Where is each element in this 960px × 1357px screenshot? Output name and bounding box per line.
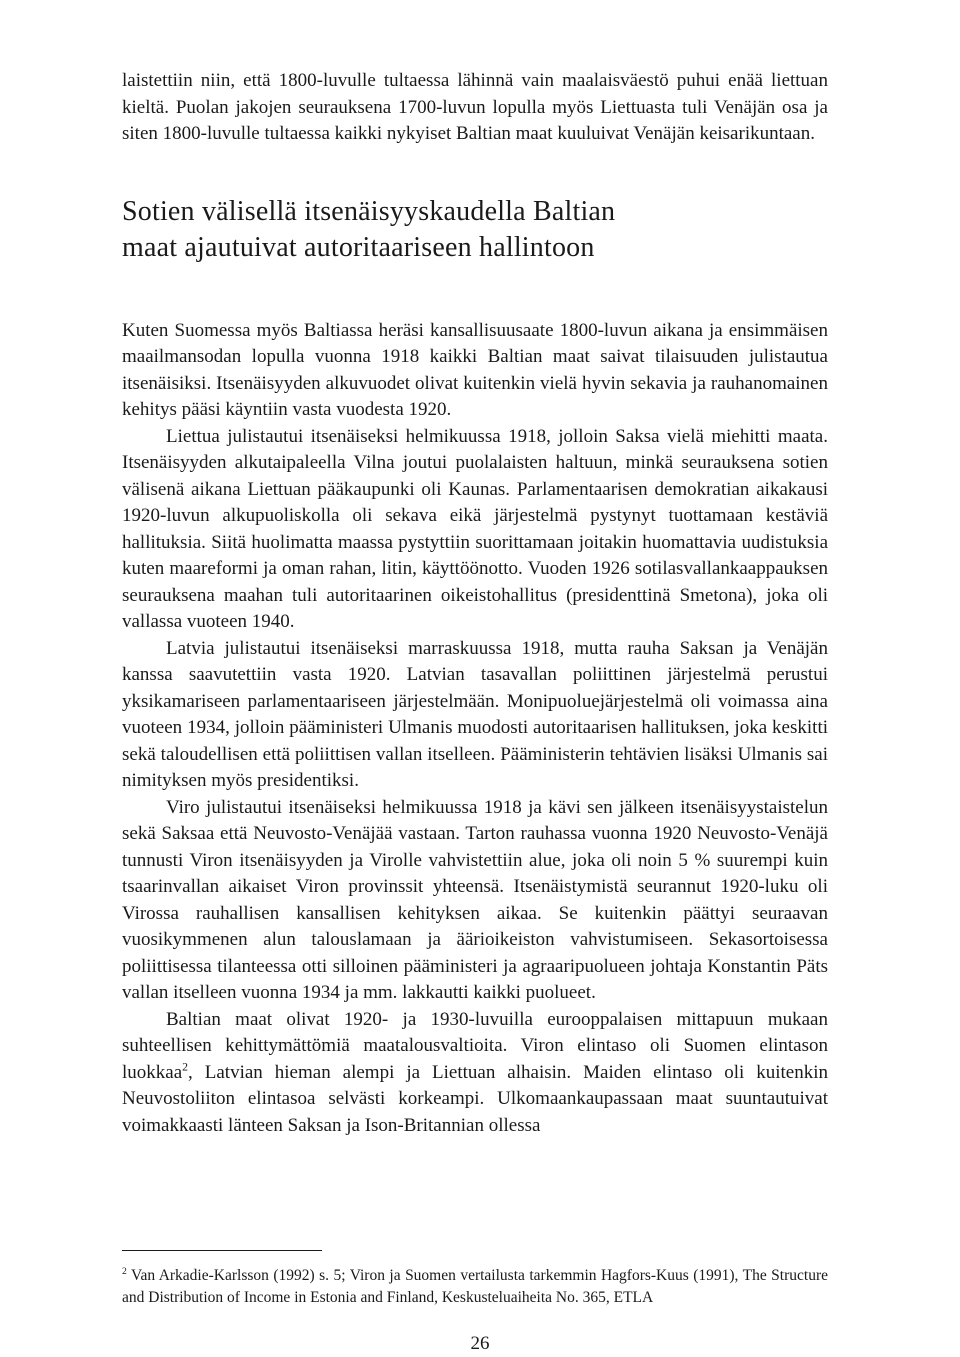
intro-paragraph: laistettiin niin, että 1800-luvulle tultaessa lähinnä vain maalaisväestö puhui enää liettuan kieltä. Puolan jakojen seurauksena 1700-luvun lopulla myös Liettuasta tuli Venäjän osa ja siten 1800-luvulle tultaessa kaikki nykyiset Baltian maat kuuluivat Venäjän keisarikuntaan. (122, 70, 828, 144)
paragraph-1: Kuten Suomessa myös Baltiassa heräsi kansallisuusaate 1800-luvun aikana ja ensimmäisen maailmansodan lopulla vuonna 1918 kaikki Baltian maat saivat tilaisuuden julistautua itsenäisiksi. Itsenäisyyden alkuvuodet olivat kuitenkin vielä hyvin sekavia ja rauhanomainen kehitys pääsi käyntiin vasta vuodesta 1920. (122, 319, 828, 420)
page-number: 26 (470, 1333, 490, 1354)
section-body (122, 318, 828, 1140)
paragraph-2: Liettua julistautui itsenäiseksi helmikuussa 1918, jolloin Saksa vielä miehitti maata. Itsenäisyyden alkutaipaleella Vilna joutui puolalaisten haltuun, minkä seurauksena sotien välisenä aikana Liettuan pääkaupunki oli Kaunas. Parlamentaarisen demokratian aikakausi 1920-luvun alkupuoliskolla oli sekava eikä järjestelmä pystynyt tuottamaan kestäviä hallituksia. Siitä huolimatta maassa pystyttiin suorittamaan joitakin huomattavia uudistuksia kuten maareformi ja oman rahan, litin, käyttöönotto. Vuoden 1926 sotilasvallankaappauksen seurauksena maahan tuli autoritaarinen oikeistohallitus (presidenttinä Smetona), joka oli vallassa vuoteen 1940. (122, 425, 828, 632)
paragraph-3: Latvia julistautui itsenäiseksi marraskuussa 1918, mutta rauha Saksan ja Venäjän kanssa saavutettiin vasta 1920. Latvian tasavallan poliittinen järjestelmä perustui yksikamariseen parlamentaariseen järjestelmään. Monipuoluejärjestelmä oli voimassa aina vuoteen 1934, jolloin pääministeri Ulmanis muodosti autoritaarisen hallituksen, joka keskitti sekä taloudellisen että poliittisen vallan itselleen. Pääministerin tehtävien lisäksi Ulmanis sai nimityksen myös presidentiksi. (122, 637, 828, 791)
paragraph-4: Viro julistautui itsenäiseksi helmikuussa 1918 ja kävi sen jälkeen itsenäisyystaistelun sekä Saksaa että Neuvosto-Venäjää vastaan. Tarton rauhassa vuonna 1920 Neuvosto-Venäjä tunnusti Viron itsenäisyyden ja Virolle vahvistettiin alue, joka oli noin 5 % suurempi kuin tsaarinvallan aikaiset Viron provinssit yhteensä. Itsenäistymistä seurannut 1920-luku oli Virossa rauhallisen kansallisen kehityksen aikaa. Se kuitenkin päättyi seuraavan vuosikymmenen alun talouslamaan ja äärioikeiston vahvistumiseen. Sekasortoisessa poliittisessa tilanteessa otti silloinen pääministeri ja agraaripuolueen johtaja Konstantin Päts vallan itselleen vuonna 1934 ja mm. lakkautti kaikki puolueet. (122, 796, 828, 1003)
section-heading (122, 194, 828, 266)
section-heading-line-2: maat ajautuivat autoritaariseen hallintoon (122, 231, 595, 263)
footnote-number: 2 (122, 1265, 127, 1277)
paragraph-5-text-before: Baltian maat olivat 1920- ja 1930-luvuilla eurooppalaisen mittapuun mukaan suhteellisen kehittymättömiä maatalousvaltioita. Viron elintaso oli Suomen elintason luokkaa (122, 1008, 828, 1083)
section-heading-line-1: Sotien välisellä itsenäisyyskaudella Baltian (122, 195, 616, 227)
footnote (122, 1265, 828, 1309)
paragraph-5 (122, 1007, 828, 1140)
paragraph-5-text-after: , Latvian hieman alempi ja Liettuan alhaisin. Maiden elintaso oli kuitenkin Neuvostoliiton elintasoa selvästi korkeampi. Ulkomaankaupassaan maat suuntautuivat voimakkaasti länteen Saksan ja Ison-Britannian ollessa (122, 1061, 828, 1136)
footnote-divider (122, 1250, 322, 1251)
document-page (122, 68, 828, 1139)
footnote-reference[interactable]: 2 (182, 1060, 189, 1074)
footnote-text: Van Arkadie-Karlsson (1992) s. 5; Viron ja Suomen vertailusta tarkemmin Hagfors-Kuus (1991), The Structure and Distribution of Income in Estonia and Finland, Keskusteluaiheita No. 365, ETLA (122, 1267, 828, 1306)
